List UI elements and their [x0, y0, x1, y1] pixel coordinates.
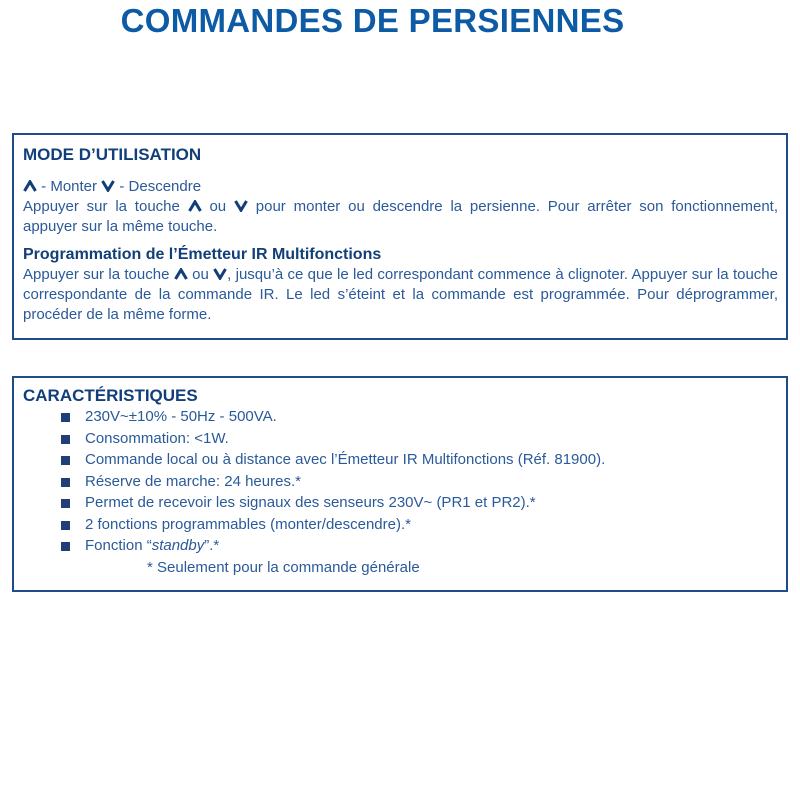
list-item-text: Consommation: <1W.: [85, 429, 229, 447]
programming-paragraph: [23, 265, 778, 325]
list-item-text: 2 fonctions programmables (monter/descendre).*: [85, 515, 411, 533]
square-bullet-icon: [61, 478, 70, 487]
square-bullet-icon: [61, 521, 70, 530]
usage-heading: MODE D’UTILISATION: [23, 145, 202, 164]
programming-text-or: ou: [187, 266, 214, 283]
page-title: COMMANDES DE PERSIENNES: [120, 2, 625, 39]
usage-text-or: ou: [201, 198, 234, 215]
programming-text-b: , jusqu’à ce que le led correspondant commence à clignoter. Appuyer sur la touche correspondante de la commande IR. Le led s’éteint et la commande est programmée. Pour déprogrammer, procéder de la même forme.: [23, 266, 778, 323]
programming-heading: Programmation de l’Émetteur IR Multifonctions: [23, 246, 382, 263]
legend-up-label: - Monter: [37, 178, 102, 195]
chevron-down-icon: [101, 180, 115, 192]
list-item-text: Réserve de marche: 24 heures.*: [85, 472, 301, 490]
chevron-down-icon: [213, 268, 227, 280]
square-bullet-icon: [61, 413, 70, 422]
footnote: * Seulement pour la commande générale: [147, 558, 420, 576]
list-item-text: 230V~±10% - 50Hz - 500VA.: [85, 408, 277, 425]
usage-text-b: pour monter ou descendre la persienne. Pour arrêter son fonctionnement, appuyer sur la même touche.: [23, 198, 778, 235]
chevron-down-icon: [234, 200, 248, 212]
list-item-text: Fonction “: [85, 537, 152, 554]
specs-list: [23, 406, 778, 557]
standby-text: standby: [151, 537, 205, 554]
list-item: [61, 406, 778, 428]
chevron-up-icon: [188, 200, 202, 212]
arrow-legend: [23, 177, 778, 197]
list-item: [61, 535, 778, 557]
square-bullet-icon: [61, 435, 70, 444]
list-item: [61, 428, 778, 450]
usage-section: [12, 133, 788, 340]
list-item: [61, 449, 778, 471]
legend-down-label: - Descendre: [115, 178, 202, 195]
list-item-text: Permet de recevoir les signaux des senseurs 230V~ (PR1 et PR2).*: [85, 494, 536, 511]
specs-section: [12, 376, 788, 592]
square-bullet-icon: [61, 499, 70, 508]
list-item: [61, 471, 778, 493]
list-item: [61, 514, 778, 536]
square-bullet-icon: [61, 542, 70, 551]
specs-heading: CARACTÉRISTIQUES: [23, 386, 198, 405]
chevron-up-icon: [174, 268, 188, 280]
programming-text-a: Appuyer sur la touche: [23, 266, 174, 283]
usage-text-a: Appuyer sur la touche: [23, 198, 188, 215]
square-bullet-icon: [61, 456, 70, 465]
list-item-text: Commande local ou à distance avec l’Émetteur IR Multifonctions (Réf. 81900).: [85, 451, 606, 468]
usage-paragraph: [23, 197, 778, 237]
list-item: [61, 492, 778, 514]
chevron-up-icon: [23, 180, 37, 192]
list-item-text: ”.*: [204, 537, 220, 554]
